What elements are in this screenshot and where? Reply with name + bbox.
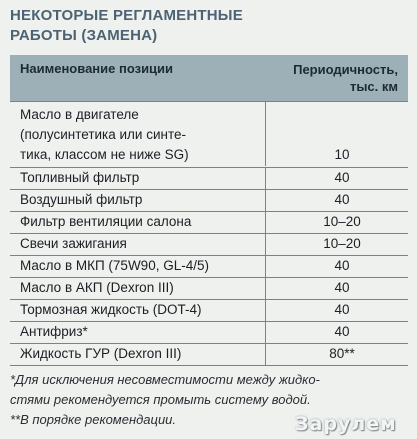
- table-row: [10, 168, 408, 190]
- footnote-line-1: *Для исключения несовместимости между жидко-: [10, 372, 320, 387]
- footnote-line-3: **В порядке рекомендации.: [10, 412, 177, 427]
- table-header: [10, 55, 408, 102]
- row-value: 80**: [329, 346, 355, 361]
- maintenance-table: [10, 55, 408, 366]
- row-name-line-1: Масло в двигателе: [20, 107, 139, 122]
- row-name: Воздушный фильтр: [10, 190, 266, 211]
- row-name: [10, 102, 266, 166]
- table-row: [10, 190, 408, 212]
- page-title: [10, 6, 330, 46]
- row-name: Фильтр вентиляции салона: [10, 212, 266, 233]
- row-value: 40: [334, 170, 350, 185]
- row-value: 40: [334, 324, 350, 339]
- row-name: Топливный фильтр: [10, 168, 266, 189]
- table-row: [10, 212, 408, 234]
- row-value: 40: [334, 192, 350, 207]
- table-row: [10, 102, 408, 168]
- row-name: Жидкость ГУР (Dexron III): [10, 344, 266, 365]
- footnote-line-2: стями рекомендуется промыть систему водой.: [10, 392, 311, 407]
- header-name: Наименование позиции: [20, 61, 174, 76]
- header-period-line-1: Периодичность,: [293, 62, 398, 77]
- row-name: Масло в АКП (Dexron III): [10, 278, 266, 299]
- header-period-line-2: тыс. км: [349, 79, 398, 94]
- table-row: [10, 278, 408, 300]
- title-line-1: НЕКОТОРЫЕ РЕГЛАМЕНТНЫЕ: [10, 7, 243, 24]
- row-name: Антифриз*: [10, 322, 266, 343]
- table-row: [10, 256, 408, 278]
- row-value: 10: [334, 147, 350, 162]
- header-period: [266, 55, 408, 101]
- row-name: Тормозная жидкость (DOT-4): [10, 300, 266, 321]
- row-value: 10–20: [323, 236, 361, 251]
- row-name: Свечи зажигания: [10, 234, 266, 255]
- publisher-logo: Зарулем: [295, 413, 397, 435]
- title-line-2: РАБОТЫ (ЗАМЕНА): [10, 27, 158, 44]
- table-row: [10, 300, 408, 322]
- table-row: [10, 322, 408, 344]
- row-value: 40: [334, 258, 350, 273]
- row-name-line-3: тика, классом не ниже SG): [20, 147, 189, 162]
- table-row: [10, 234, 408, 256]
- row-name: Масло в МКП (75W90, GL-4/5): [10, 256, 266, 277]
- row-value: 40: [334, 280, 350, 295]
- table-row: [10, 344, 408, 366]
- row-value: 40: [334, 302, 350, 317]
- row-name-line-2: (полусинтетика или синте-: [20, 127, 187, 142]
- row-value: 10–20: [323, 214, 361, 229]
